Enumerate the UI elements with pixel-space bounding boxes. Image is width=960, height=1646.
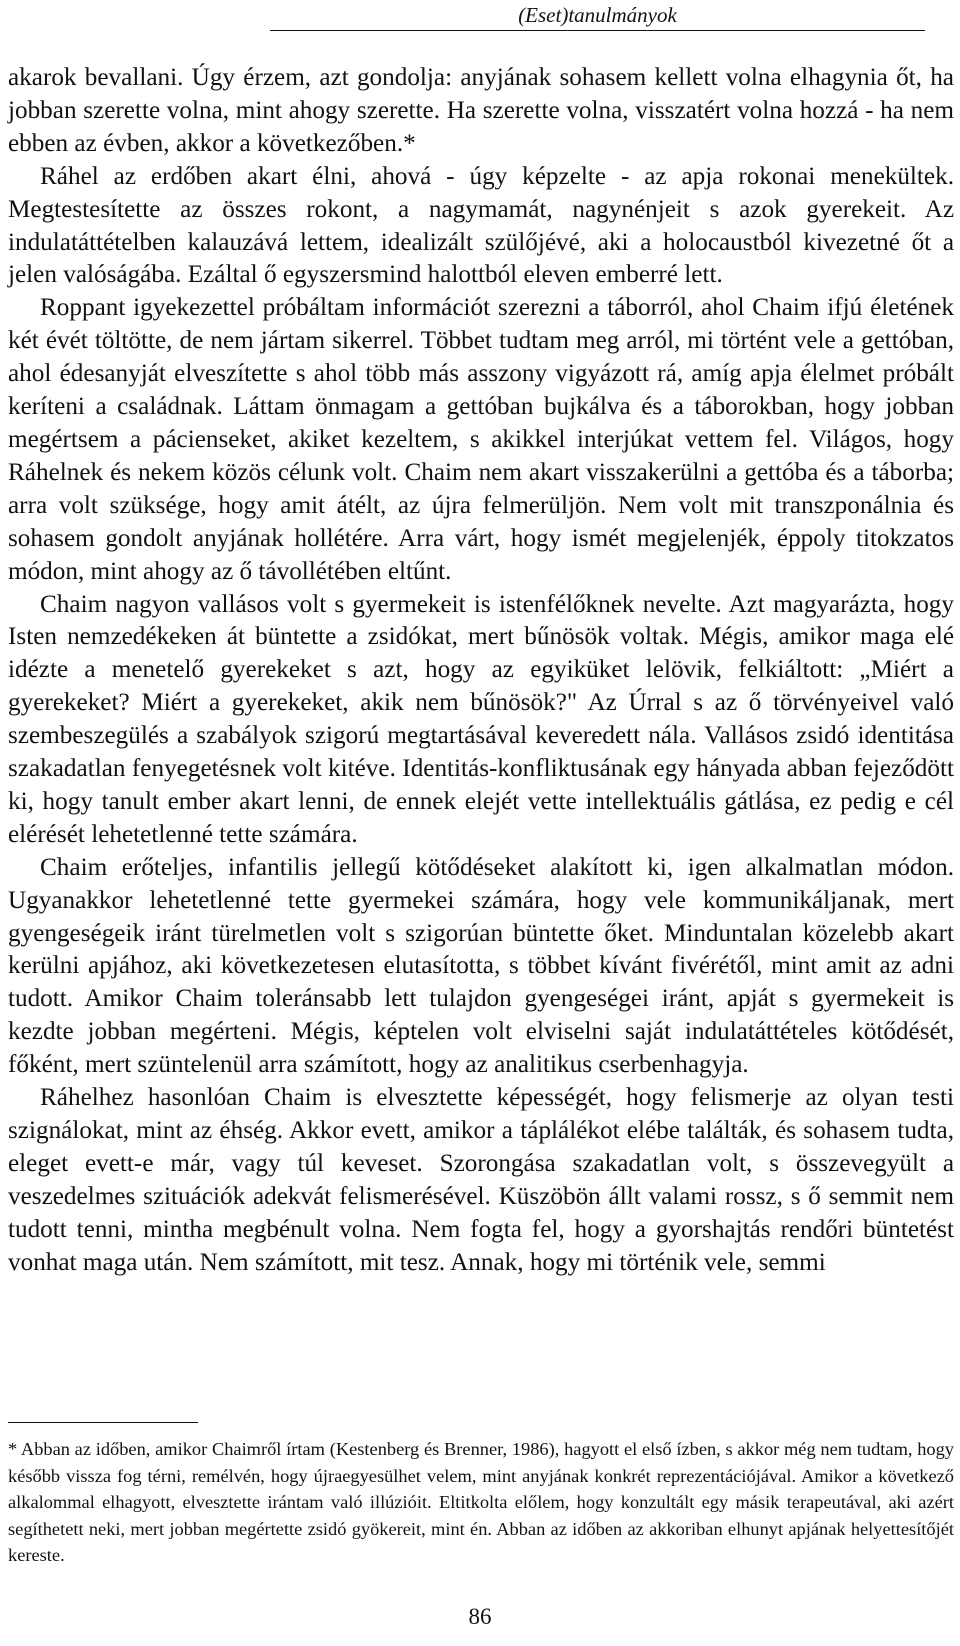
footnote: * Abban az időben, amikor Chaimről írtam (Kestenberg és Brenner, 1986), hagyott el első ízben, s akkor még nem tudtam, hogy később vissza fog térni, remélvén, hogy újraegyesülhet velem, mint anyjának konkrét reprezentációjával. Amikor a következő alkalommal elhagyott, elvesztette irántam való illúzióit. Eltitkolta előlem, hogy konzultált egy másik terapeutával, aki azért segíthetett neki, mert jobban megértette zsidó gyökereit, mint én. Abban az időben az akkoriban elhunyt apjának helyettesítőjét kereste. bbox=[8, 1439, 954, 1566]
paragraph: Roppant igyekezettel próbáltam információt szerezni a táborról, ahol Chaim ifjú életének két évét töltötte, de nem jártam sikerrel. Többet tudtam meg arról, mi történt vele a gettóban, ahol édesanyját elveszítette s ahol több más asszony vigyázott rá, amíg apja élelmet próbált keríteni a családnak. Láttam önmagam a gettóban bujkálva és a táborokban, hogy jobban megértsem a pácienseket, akiket kezeltem, s akikkel interjúkat vettem fel. Világos, hogy Ráhelnek és nekem közös célunk volt. Chaim nem akart visszakerülni a gettóba és a táborba; arra volt szüksége, hogy amit átélt, az újra felmerüljön. Nem volt mit transzponálnia és sohasem gondolt anyjának hollétére. Arra várt, hogy ismét megjelenjék, éppoly titokzatos módon, mint ahogy az ő távollétében eltűnt. bbox=[8, 294, 954, 585]
paragraph: Ráhel az erdőben akart élni, ahová - úgy képzelte - az apja rokonai menekültek. Megtestesítette az összes rokont, a nagymamát, nagynénjeit s azok gyerekeit. Az indulatáttételben kalauzává lettem, idealizált szülőjévé, aki a holocaustból kivezetné őt a jelen valóságába. Ezáltal ő egyszersmind halottból eleven emberré lett. bbox=[8, 162, 954, 289]
running-header: (Eset)tanulmányok bbox=[270, 0, 925, 31]
paragraph-continued: akarok bevallani. Úgy érzem, azt gondolja: anyjának sohasem kellett volna elhagynia őt, ha jobban szerette volna, mint ahogy szerette. Ha szerette volna, visszatért volna hozzá - ha nem ebben az évben, akkor a következőben.* bbox=[8, 64, 954, 157]
page-number: 86 bbox=[468, 1604, 492, 1629]
paragraph: Ráhelhez hasonlóan Chaim is elvesztette képességét, hogy felismerje az olyan testi szignálokat, mint az éhség. Akkor evett, amikor a táplálékot elébe találták, és sohasem tudta, eleget evett-e már, vagy túl keveset. Szorongása szakadatlan volt, s összevegyült a veszedelmes szituációk adekvát felismerésével. Küszöbön állt valami rossz, s ő semmit nem tudott tenni, mintha megbénult volna. Nem fogta fel, hogy a gyorshajtás rendőri büntetést vonhat maga után. Nem számított, mit tesz. Annak, hogy mi történik vele, semmi bbox=[8, 1084, 954, 1276]
body-text bbox=[8, 62, 954, 1280]
paragraph: Chaim erőteljes, infantilis jellegű kötődéseket alakított ki, igen alkalmatlan módon. Ugyanakkor lehetetlenné tette gyermekei számára, hogy vele kommunikáljanak, mert gyengeségeik iránt türelmetlen volt s szigorúan büntette őket. Minduntalan közelebb akart kerülni apjához, aki következetesen elutasította, s többet kívánt fivérétől, mint amit az adni tudott. Amikor Chaim toleránsabb lett tulajdon gyengeségei iránt, apját s gyermekeit is kezdte jobban megérteni. Mégis, képtelen volt elviselni saját indulatáttételes kötődését, főként, mert szüntelenül arra számított, hogy az analitikus cserbenhagyja. bbox=[8, 853, 954, 1079]
footnote-divider bbox=[8, 1422, 198, 1423]
paragraph: Chaim nagyon vallásos volt s gyermekeit is istenfélőknek nevelte. Azt magyarázta, hogy Isten nemzedékeken át büntette a zsidókat, mert bűnösök voltak. Mégis, amikor maga elé idézte a menetelő gyerekeket s azt, hogy az egyiküket lelövik, felkiáltott: „Miért a gyerekeket? Miért a gyerekeket, akik nem bűnösök?" Az Úrral s az ő törvényeivel való szembeszegülés a szabályok szigorú megtartásával keveredett nála. Vallásos zsidó identitása szakadatlan fenyegetésnek volt kitéve. Identitás-konfliktusának egy hányada abban fejeződött ki, hogy tanult ember akart lenni, de ennek elejét vette intellektuális gátlása, ez pedig e cél elérését lehetetlenné tette számára. bbox=[8, 590, 954, 848]
